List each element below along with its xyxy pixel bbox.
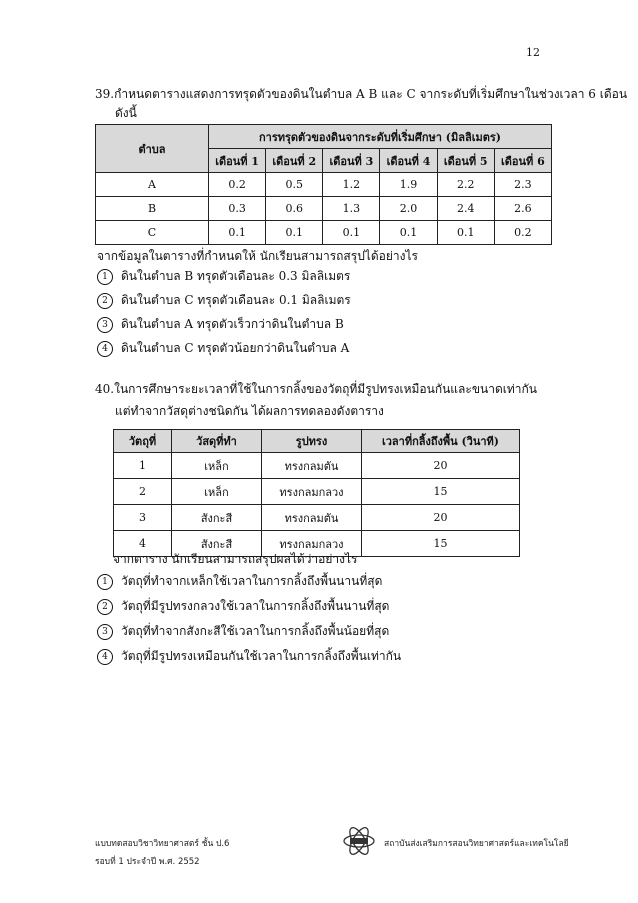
q40-option-2[interactable] <box>97 596 389 616</box>
q40-cell: ทรงกลมตัน <box>262 505 362 531</box>
option-number-circle: 2 <box>97 599 113 615</box>
option-number-circle: 4 <box>97 341 113 357</box>
q40-prompt: จากตาราง นักเรียนสามารถสรุปผลได้ว่าอย่างไร <box>113 552 358 566</box>
institute-logo <box>342 824 376 858</box>
q40-cell: 2 <box>114 479 172 505</box>
option-text: ดินในตำบล B ทรุดตัวเดือนละ 0.3 มิลลิเมตร <box>121 269 351 283</box>
option-text: ดินในตำบล A ทรุดตัวเร็วกว่าดินในตำบล B <box>121 317 344 331</box>
q39-option-3[interactable] <box>97 314 344 334</box>
footer-right: สถาบันส่งเสริมการสอนวิทยาศาสตร์และเทคโนโลยี <box>384 839 569 849</box>
q40-option-3[interactable] <box>97 621 389 641</box>
q39-cell-value: 1.2 <box>323 173 380 197</box>
q39-cell-value: 1.3 <box>323 197 380 221</box>
q40-cell: ทรงกลมตัน <box>262 453 362 479</box>
option-number-circle: 3 <box>97 624 113 640</box>
q39-cell-value: 2.2 <box>437 173 494 197</box>
q40-cell: สังกะสี <box>172 531 262 557</box>
q40-cell: 3 <box>114 505 172 531</box>
q40-title-line1: 40.ในการศึกษาระยะเวลาที่ใช้ในการกลิ้งของวัตถุที่มีรูปทรงเหมือนกันและขนาดเท่ากัน <box>95 382 537 396</box>
footer-left-line1: แบบทดสอบวิชาวิทยาศาสตร์ ชั้น ป.6 <box>95 839 230 849</box>
q39-title-line1: 39.กำหนดตารางแสดงการทรุดตัวของดินในตำบล A B และ C จากระดับที่เริ่มศึกษาในช่วงเวลา 6 เดือน <box>95 87 628 101</box>
q40-header-shape: รูปทรง <box>262 430 362 453</box>
q39-header-month: เดือนที่ 1 <box>209 149 266 173</box>
q39-cell-value: 2.6 <box>494 197 551 221</box>
table-row <box>96 221 552 245</box>
q40-option-1[interactable] <box>97 571 382 591</box>
q40-option-4[interactable] <box>97 646 401 666</box>
footer-left-line2: รอบที่ 1 ประจำปี พ.ศ. 2552 <box>95 857 200 867</box>
option-number-circle: 3 <box>97 317 113 333</box>
q39-cell-value: 0.1 <box>323 221 380 245</box>
q39-cell-value: 0.3 <box>209 197 266 221</box>
option-number-circle: 2 <box>97 293 113 309</box>
q39-cell-value: 0.2 <box>209 173 266 197</box>
q40-table <box>113 429 520 557</box>
q40-cell: สังกะสี <box>172 505 262 531</box>
q40-cell: ทรงกลมกลวง <box>262 531 362 557</box>
q39-cell-value: 2.4 <box>437 197 494 221</box>
q39-cell-value: 0.6 <box>266 197 323 221</box>
q39-cell-value: 0.1 <box>209 221 266 245</box>
q39-header-group: การทรุดตัวของดินจากระดับที่เริ่มศึกษา (มิลลิเมตร) <box>209 125 552 149</box>
option-text: วัตถุที่ทำจากเหล็กใช้เวลาในการกลิ้งถึงพื้นนานที่สุด <box>121 574 383 588</box>
q40-header-object: วัตถุที่ <box>114 430 172 453</box>
option-text: วัตถุที่ทำจากสังกะสีใช้เวลาในการกลิ้งถึงพื้นน้อยที่สุด <box>121 624 390 638</box>
q39-header-month: เดือนที่ 3 <box>323 149 380 173</box>
q39-cell-value: 0.1 <box>380 221 437 245</box>
q39-header-month: เดือนที่ 5 <box>437 149 494 173</box>
q39-cell-tambon: B <box>96 197 209 221</box>
q39-cell-value: 0.5 <box>266 173 323 197</box>
q39-cell-tambon: A <box>96 173 209 197</box>
table-row <box>114 479 520 505</box>
q40-title-line2: แต่ทำจากวัสดุต่างชนิดกัน ได้ผลการทดลองดังตาราง <box>115 404 384 418</box>
option-number-circle: 1 <box>97 574 113 590</box>
q39-cell-value: 0.1 <box>266 221 323 245</box>
q40-cell: 20 <box>362 453 520 479</box>
option-text: ดินในตำบล C ทรุดตัวน้อยกว่าดินในตำบล A <box>121 341 350 355</box>
q39-option-1[interactable] <box>97 266 350 286</box>
q40-cell: 4 <box>114 531 172 557</box>
q39-option-2[interactable] <box>97 290 351 310</box>
q40-cell: เหล็ก <box>172 479 262 505</box>
q39-cell-value: 0.1 <box>437 221 494 245</box>
q40-cell: 15 <box>362 479 520 505</box>
q40-cell: เหล็ก <box>172 453 262 479</box>
q39-cell-value: 2.0 <box>380 197 437 221</box>
q39-header-month: เดือนที่ 2 <box>266 149 323 173</box>
q39-cell-tambon: C <box>96 221 209 245</box>
q40-cell: ทรงกลมกลวง <box>262 479 362 505</box>
q40-header-material: วัสดุที่ทำ <box>172 430 262 453</box>
q39-header-month: เดือนที่ 4 <box>380 149 437 173</box>
q39-table <box>95 124 552 245</box>
q39-cell-value: 1.9 <box>380 173 437 197</box>
option-number-circle: 1 <box>97 269 113 285</box>
q39-cell-value: 2.3 <box>494 173 551 197</box>
table-row <box>114 505 520 531</box>
option-text: วัตถุที่มีรูปทรงเหมือนกันใช้เวลาในการกลิ้งถึงพื้นเท่ากัน <box>121 649 402 663</box>
option-text: วัตถุที่มีรูปทรงกลวงใช้เวลาในการกลิ้งถึงพื้นนานที่สุด <box>121 599 390 613</box>
q39-cell-value: 0.2 <box>494 221 551 245</box>
q40-header-time: เวลาที่กลิ้งถึงพื้น (วินาที) <box>362 430 520 453</box>
q39-prompt: จากข้อมูลในตารางที่กำหนดให้ นักเรียนสามารถสรุปได้อย่างไร <box>97 249 418 263</box>
option-text: ดินในตำบล C ทรุดตัวเดือนละ 0.1 มิลลิเมตร <box>121 293 351 307</box>
table-row <box>96 197 552 221</box>
table-row <box>96 173 552 197</box>
q39-header-tambon: ตำบล <box>96 125 209 173</box>
option-number-circle: 4 <box>97 649 113 665</box>
table-row <box>114 453 520 479</box>
q40-cell: 20 <box>362 505 520 531</box>
q39-option-4[interactable] <box>97 338 349 358</box>
page-number: 12 <box>526 46 540 59</box>
q40-cell: 1 <box>114 453 172 479</box>
q40-cell: 15 <box>362 531 520 557</box>
q39-header-month: เดือนที่ 6 <box>494 149 551 173</box>
q39-title-line2: ดังนี้ <box>115 106 137 120</box>
